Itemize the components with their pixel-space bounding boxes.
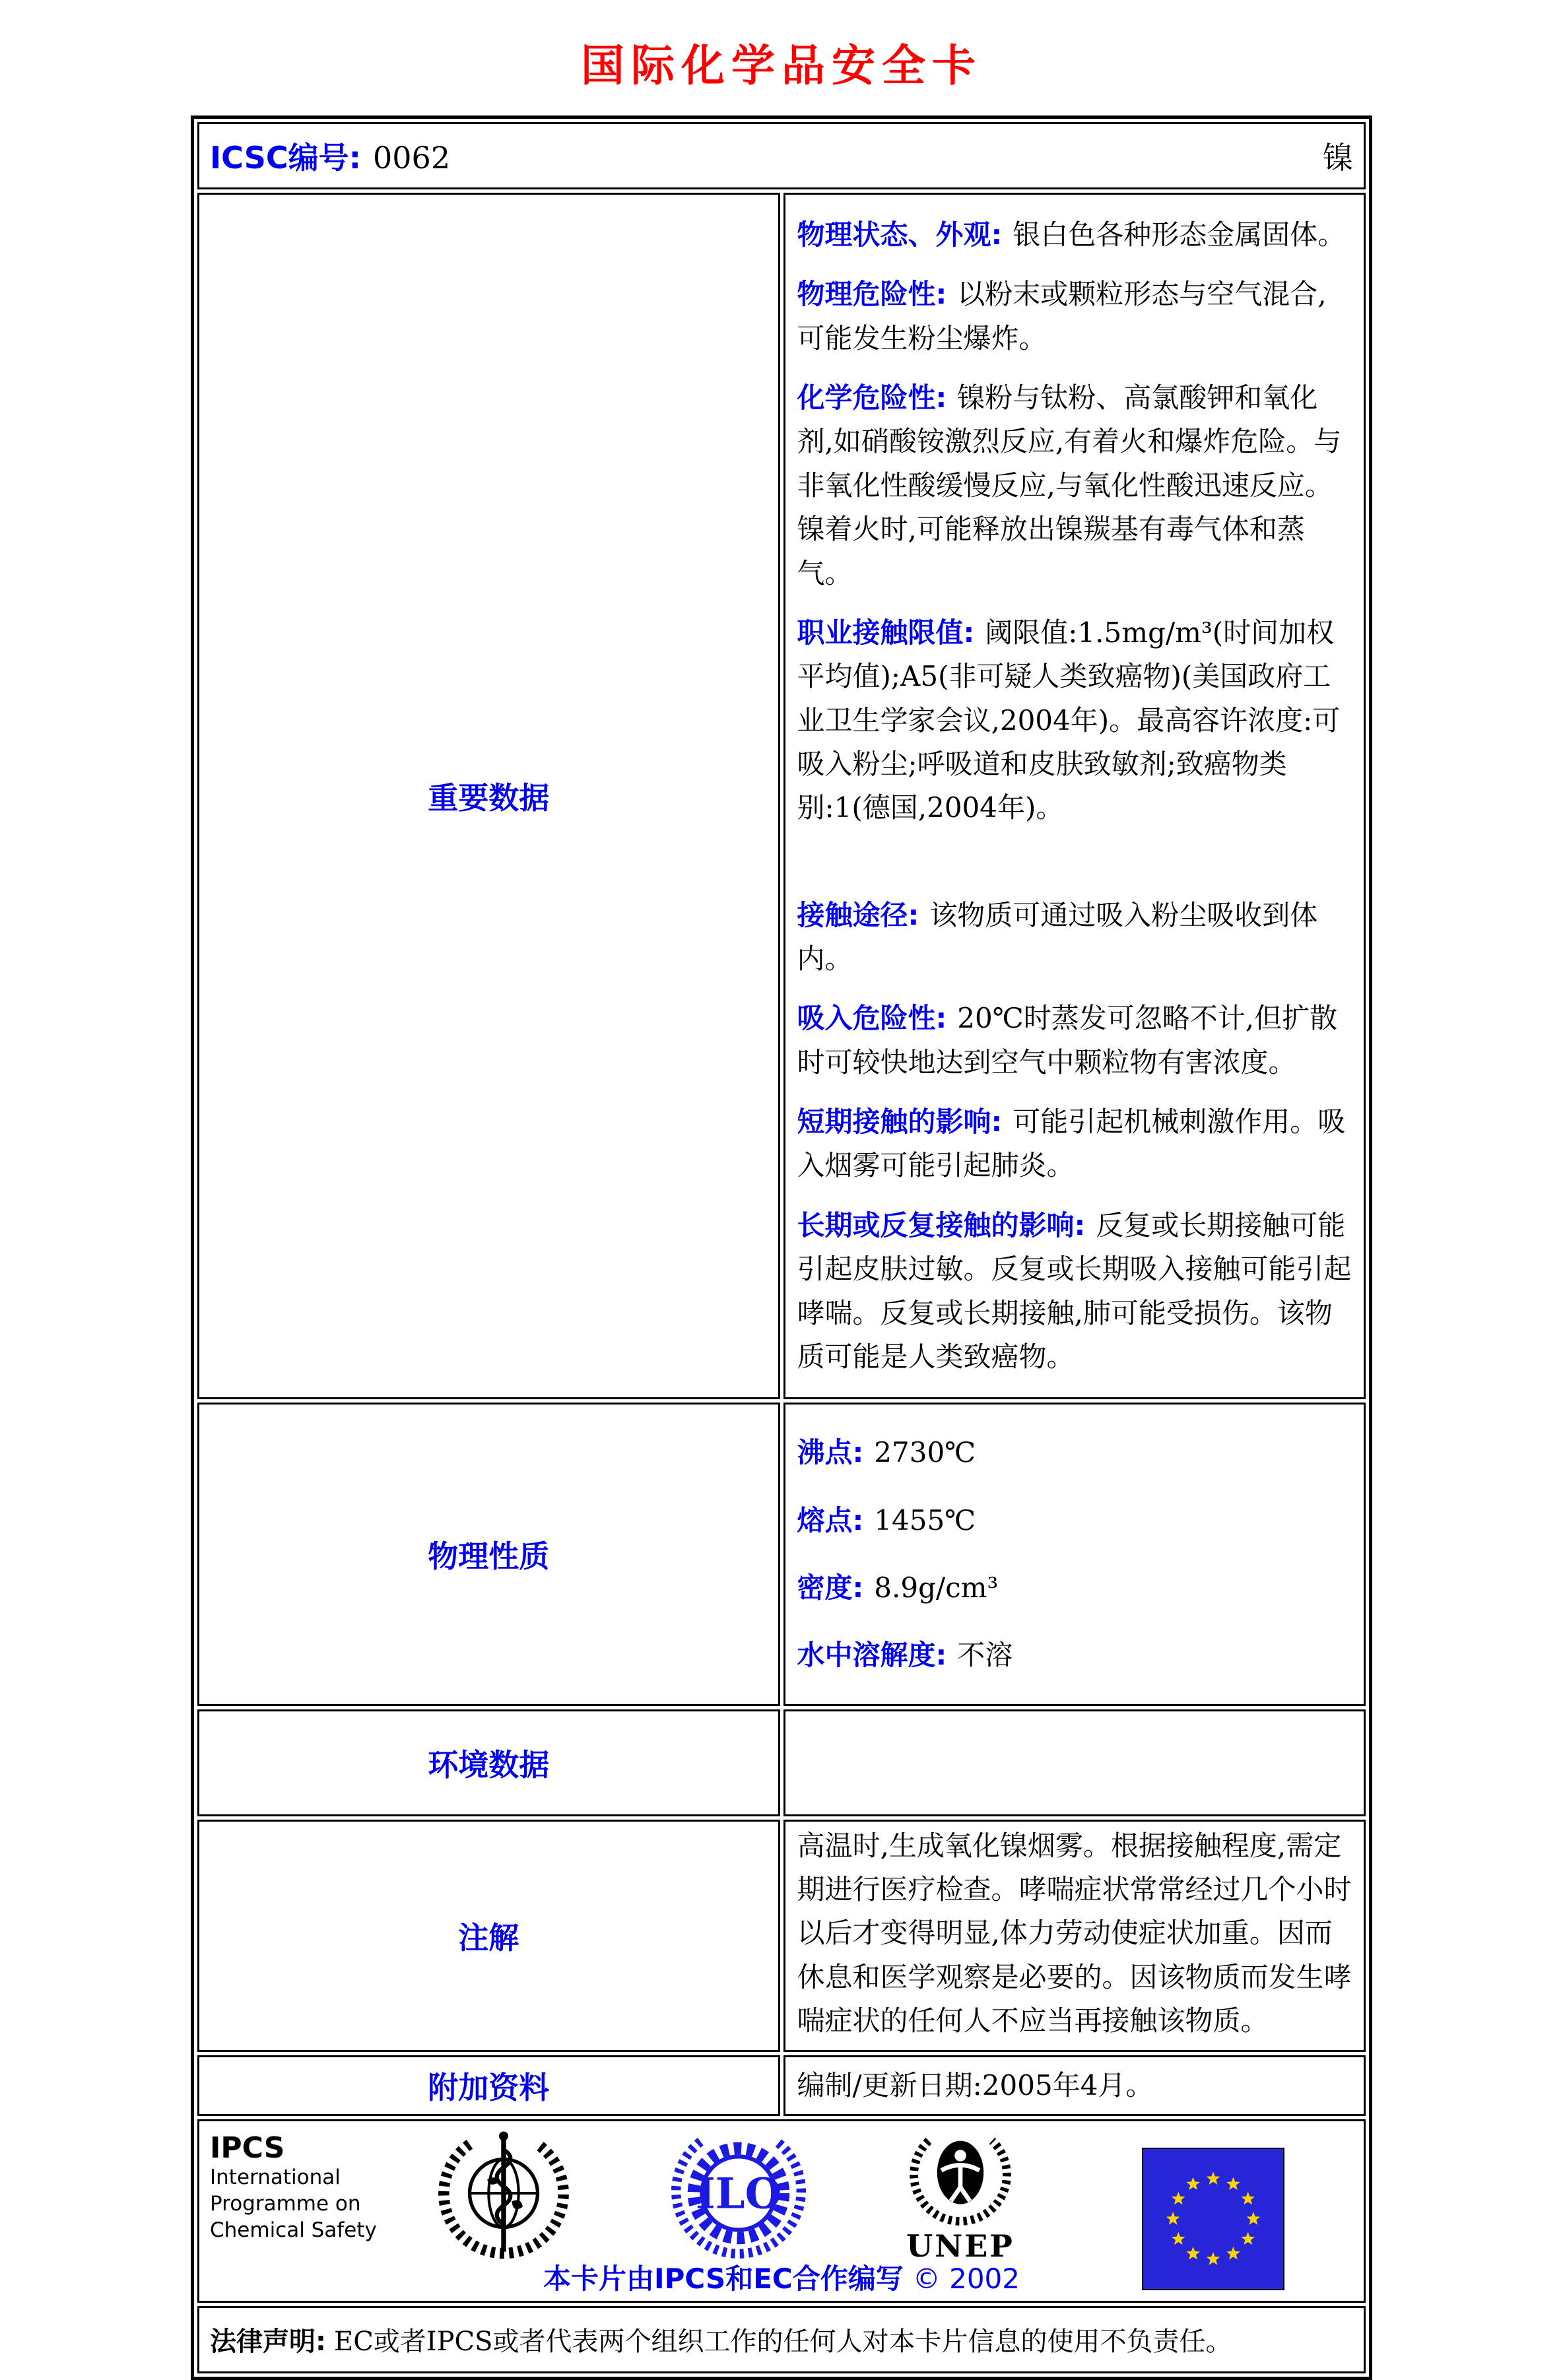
notes-content: 高温时,生成氧化镍烟雾。根据接触程度,需定期进行医疗检查。哮喘症状常常经过几个小时以后才变得明显,体力劳动使症状加重。因而休息和医学观察是必要的。因该物质而发生哮喘症状的任何人不应当再接触该物质。 xyxy=(783,1820,1366,2052)
field-melting-point: 熔点: 1455℃ xyxy=(797,1504,976,1537)
attribution-text: 本卡片由IPCS和EC合作编写 xyxy=(543,2262,904,2295)
field-long-term-effects: 长期或反复接触的影响: 反复或长期接触可能引起皮肤过敏。反复或长期吸入接触可能引起哮喘。反复或长期接触,肺可能受损伤。该物质可能是人类致癌物。 xyxy=(797,1208,1352,1373)
notes-label: 注解 xyxy=(197,1820,780,2052)
who-icon xyxy=(436,2125,572,2264)
physical-properties-content xyxy=(783,1403,1366,1705)
icsc-card-table xyxy=(191,116,1372,2380)
important-data-label: 重要数据 xyxy=(197,193,780,1399)
physical-properties-label: 物理性质 xyxy=(197,1403,780,1705)
icsc-number-group xyxy=(210,134,450,178)
svg-text:ILO: ILO xyxy=(695,2169,782,2219)
field-physical-danger: 物理危险性: 以粉末或颗粒形态与空气混合,可能发生粉尘爆炸。 xyxy=(797,278,1327,354)
icsc-header-row xyxy=(197,122,1366,189)
field-inhalation-risk: 吸入危险性: 20℃时蒸发可忽略不计,但扩散时可较快地达到空气中颗粒物有害浓度。 xyxy=(797,1002,1338,1078)
unep-icon xyxy=(891,2124,1030,2264)
field-water-solubility: 水中溶解度: 不溶 xyxy=(797,1639,1013,1672)
legal-label: 法律声明: xyxy=(210,2327,326,2358)
ilo-icon xyxy=(671,2125,807,2264)
ipcs-acronym: IPCS xyxy=(210,2131,285,2165)
legal-row xyxy=(197,2306,1366,2373)
logos-row xyxy=(197,2119,1366,2303)
field-boiling-point: 沸点: 2730℃ xyxy=(797,1436,976,1469)
field-physical-state: 物理状态、外观: 银白色各种形态金属固体。 xyxy=(797,218,1346,251)
substance-name: 镍 xyxy=(1323,140,1353,176)
field-occupational-exposure-limits: 职业接触限值: 阈限值:1.5mg/m³(时间加权平均值);A5(非可疑人类致癌物)(美国政府工业卫生学家会议,2004年)。最高容许浓度:可吸入粉尘;呼吸道和皮肤致敏剂;致癌物类别:1(德国,2004年)。 xyxy=(797,616,1341,824)
additional-info-label: 附加资料 xyxy=(197,2055,780,2116)
legal-text: EC或者IPCS或者代表两个组织工作的任何人对本卡片信息的使用不负责任。 xyxy=(334,2327,1232,2358)
field-density: 密度: 8.9g/cm³ xyxy=(797,1571,999,1604)
environmental-data-label: 环境数据 xyxy=(197,1709,780,1816)
unep-wordmark: UNEP xyxy=(906,2228,1014,2264)
ipcs-wordmark: IPCS International Programme on Chemical Safety xyxy=(210,2131,377,2242)
attribution-year: © 2002 xyxy=(912,2262,1020,2295)
additional-info-content: 编制/更新日期:2005年4月。 xyxy=(783,2055,1366,2116)
field-chemical-danger: 化学危险性: 镍粉与钛粉、高氯酸钾和氧化剂,如硝酸铵激烈反应,有着火和爆炸危险。与非氧化性酸缓慢反应,与氧化性酸迅速反应。镍着火时,可能释放出镍羰基有毒气体和蒸气。 xyxy=(797,381,1342,589)
icsc-number-value: 0062 xyxy=(373,140,451,176)
important-data-content xyxy=(783,193,1366,1399)
page-title: 国际化学品安全卡 xyxy=(581,40,982,91)
environmental-data-content xyxy=(783,1709,1366,1816)
attribution-line xyxy=(199,2257,1364,2297)
field-exposure-routes: 接触途径: 该物质可通过吸入粉尘吸收到体内。 xyxy=(797,898,1318,975)
field-short-term-effects: 短期接触的影响: 可能引起机械刺激作用。吸入烟雾可能引起肺炎。 xyxy=(797,1106,1346,1182)
icsc-number-label: ICSC编号: xyxy=(210,140,362,176)
